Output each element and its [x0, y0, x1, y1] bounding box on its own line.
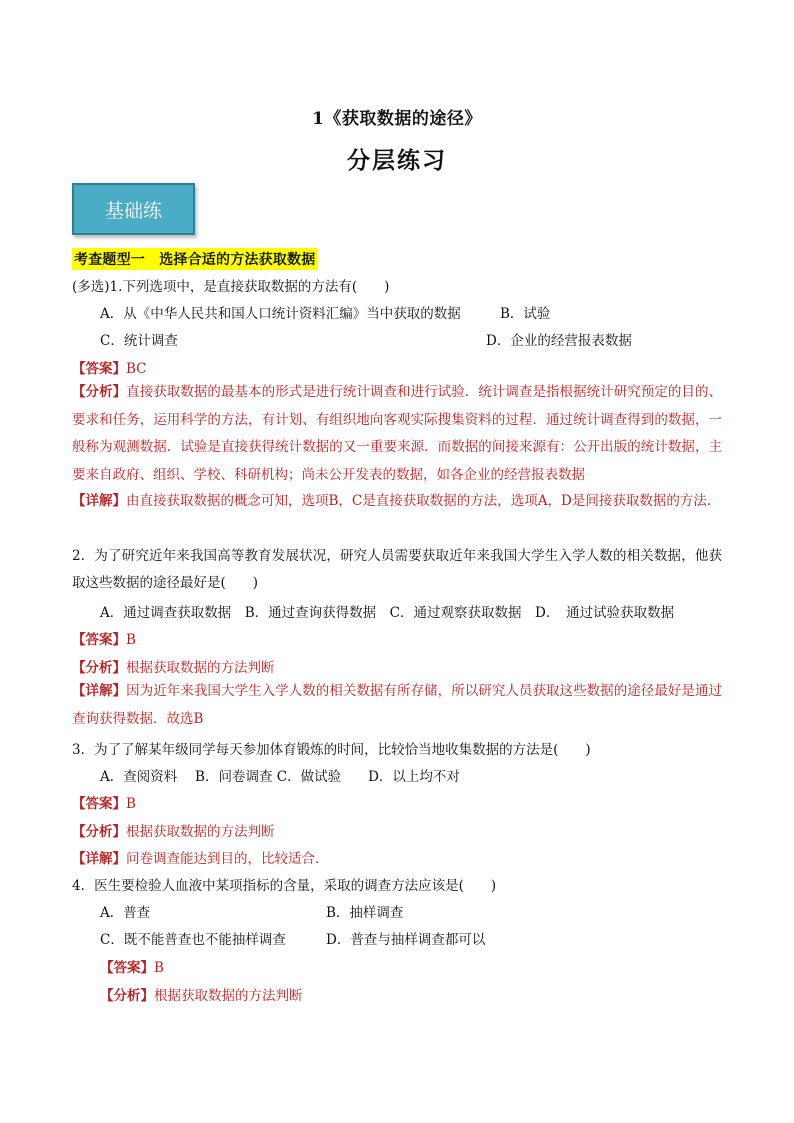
- q3-detail-text: 问卷调查能达到目的，比较适合．: [126, 851, 329, 867]
- q2-stem: 2．为了研究近年来我国高等教育发展状况，研究人员需要获取近年来我国大学生入学人数的相关数据，他获取这些数据的途径最好是( ): [72, 548, 722, 591]
- q4-answer: B: [154, 960, 164, 976]
- answer-tag: 【答案】: [72, 632, 126, 648]
- q2-analysis: [72, 656, 724, 676]
- section-heading: 考查题型一 选择合适的方法获取数据: [72, 248, 317, 270]
- q3-detail: [72, 847, 724, 867]
- q1-answer-row: [72, 357, 724, 377]
- q1-analysis: [72, 379, 722, 489]
- q2-detail: [72, 678, 722, 733]
- answer-tag: 【答案】: [100, 960, 154, 976]
- q1-option-b: B．试验: [500, 306, 551, 322]
- q3-answer-row: [72, 792, 724, 812]
- answer-tag: 【答案】: [72, 361, 126, 377]
- q1-option-d: D．企业的经营报表数据: [486, 333, 632, 349]
- q4-option-b: B．抽样调查: [326, 905, 404, 921]
- q1-option-a: A．从《中华人民共和国人口统计资料汇编》当中获取的数据: [100, 306, 461, 322]
- q1-analysis-text: 直接获取数据的最基本的形式是进行统计调查和进行试验．统计调查是指根据统计研究预定的目的、要求和任务，运用科学的方法，有计划、有组织地向客观实际搜集资料的过程．通过统计调查得到的数据，一般称为观测数据．试验是直接获得统计数据的又一重要来源．而数据的间接来源有：公开出版的统计数据，主要来自政府、组织、学校、科研机构；尚未公开发表的数据，如各企业的经营报表数据: [72, 384, 723, 483]
- q4-option-a: A．普查: [100, 905, 151, 921]
- q3-options: A．查阅资料 B．问卷调查 C．做试验 D．以上均不对: [100, 769, 460, 785]
- q4-analysis: [100, 984, 303, 1004]
- q1-answer: BC: [126, 361, 147, 377]
- analysis-tag: 【分析】: [72, 384, 127, 400]
- q1-stem: (多选)1.下列选项中，是直接获取数据的方法有( ): [72, 279, 390, 295]
- q1-option-c: C．统计调查: [100, 333, 178, 349]
- q4-stem: 4．医生要检验人血液中某项指标的含量，采取的调查方法应该是( ): [72, 878, 497, 894]
- detail-tag: 【详解】: [72, 683, 127, 699]
- q2-analysis-text: 根据获取数据的方法判断: [126, 660, 275, 676]
- q2-answer: B: [126, 632, 136, 648]
- q2-answer-row: [72, 628, 724, 648]
- detail-tag: 【详解】: [72, 851, 126, 867]
- document-title: 1《获取数据的途径》: [312, 109, 482, 129]
- q4-option-c: C．既不能普查也不能抽样调查: [100, 932, 286, 948]
- document-subtitle: 分层练习: [347, 147, 447, 174]
- answer-tag: 【答案】: [72, 796, 126, 812]
- q1-detail: [72, 488, 722, 516]
- analysis-tag: 【分析】: [72, 824, 126, 840]
- detail-tag: 【详解】: [72, 493, 126, 509]
- q2-options: A．通过调查获取数据 B．通过查询获得数据 C．通过观察获取数据 D． 通过试验获取数据: [100, 605, 675, 621]
- level-badge: 基础练: [72, 183, 195, 235]
- q2-detail-text: 因为近年来我国大学生入学人数的相关数据有所存储，所以研究人员获取这些数据的途径最好是通过查询获得数据．故选B: [72, 683, 723, 727]
- q4-answer-row: [100, 956, 164, 976]
- q3-stem: 3．为了了解某年级同学每天参加体育锻炼的时间，比较恰当地收集数据的方法是( ): [72, 742, 591, 758]
- q4-analysis-text: 根据获取数据的方法判断: [154, 988, 303, 1004]
- analysis-tag: 【分析】: [72, 660, 126, 676]
- analysis-tag: 【分析】: [100, 988, 154, 1004]
- q4-option-d: D．普查与抽样调查都可以: [326, 932, 486, 948]
- q3-answer: B: [126, 796, 136, 812]
- q3-analysis-text: 根据获取数据的方法判断: [126, 824, 275, 840]
- q1-detail-text: 由直接获取数据的概念可知，选项B，C是直接获取数据的方法，选项A，D是间接获取数据的方法．: [126, 493, 721, 509]
- q3-analysis: [72, 820, 724, 840]
